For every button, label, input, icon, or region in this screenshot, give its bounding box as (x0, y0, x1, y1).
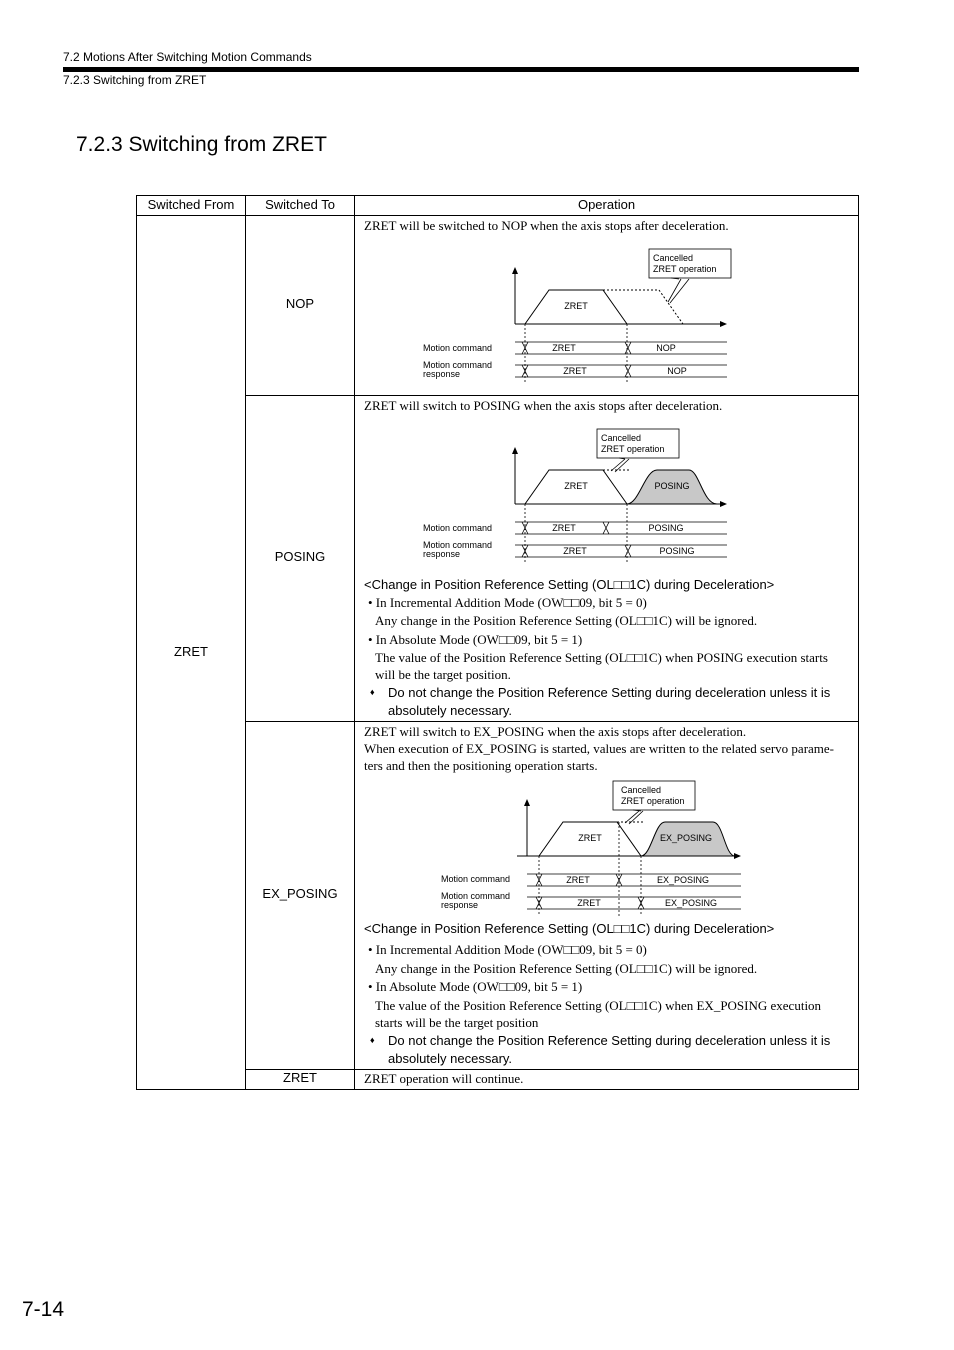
page-title: 7.2.3 Switching from ZRET (76, 133, 327, 156)
nop-resp-label-2: response (423, 369, 461, 379)
ex-posing-cmd-label: Motion command (441, 874, 511, 884)
posing-callout-line2: ZRET operation (601, 444, 665, 454)
nop-cmd-value-2: NOP (656, 343, 676, 353)
posing-cmd-label: Motion command (423, 523, 493, 533)
posing-note-bullet: ♦ (370, 687, 375, 697)
posing-resp-value-2: POSING (659, 546, 695, 556)
ex-posing-note-2: absolutely necessary. (388, 1051, 513, 1066)
posing-shape2-label: POSING (654, 481, 690, 491)
posing-callout-line1: Cancelled (601, 433, 642, 443)
running-header-subsection: 7.2.3 Switching from ZRET (63, 73, 207, 87)
ex-posing-change-heading: <Change in Position Reference Setting (OL□□1C) during Deceleration> (364, 921, 775, 936)
ex-posing-cmd-value-1: ZRET (566, 875, 590, 885)
ex-posing-cmd-value-2: EX_POSING (656, 875, 710, 885)
ex-posing-inc-mode: • In Incremental Addition Mode (OW□□09, bit 5 = 0) (368, 942, 647, 957)
page-number: 7-14 (22, 1298, 65, 1321)
nop-callout-line2: ZRET operation (653, 264, 717, 274)
posing-resp-label-1: Motion command (423, 540, 493, 550)
switched-to-zret: ZRET (283, 1070, 317, 1085)
ex-posing-abs-text-2: starts will be the target position (375, 1015, 539, 1030)
table-divider (137, 215, 858, 216)
posing-change-heading: <Change in Position Reference Setting (OL□□1C) during Deceleration> (364, 577, 775, 592)
posing-cmd-value-2: POSING (648, 523, 684, 533)
ex-posing-note-1: Do not change the Position Reference Setting during deceleration unless it is (388, 1033, 831, 1048)
switched-to-ex-posing: EX_POSING (262, 886, 338, 901)
ex-posing-inc-text: Any change in the Position Reference Setting (OL□□1C) will be ignored. (375, 961, 758, 976)
posing-description: ZRET will switch to POSING when the axis stops after deceleration. (364, 398, 723, 413)
table-divider (245, 196, 246, 1089)
ex-posing-description-1: ZRET will switch to EX_POSING when the axis stops after deceleration. (364, 724, 747, 739)
nop-cmd-value-1: ZRET (552, 343, 576, 353)
posing-resp-label-2: response (423, 549, 461, 559)
nop-resp-value-1: ZRET (563, 366, 587, 376)
posing-timing-diagram (405, 424, 735, 574)
nop-cmd-label: Motion command (423, 343, 493, 353)
ex-posing-description-3: ters and then the positioning operation starts. (364, 758, 598, 773)
ex-posing-resp-value-1: ZRET (577, 898, 601, 908)
posing-resp-value-1: ZRET (563, 546, 587, 556)
ex-posing-shape-label: ZRET (578, 833, 602, 843)
nop-callout-line1: Cancelled (653, 253, 694, 263)
posing-abs-text-1: The value of the Position Reference Setting (OL□□1C) when POSING execution starts (375, 650, 828, 665)
table-divider (245, 395, 858, 396)
ex-posing-description-2: When execution of EX_POSING is started, values are written to the related servo parame- (364, 741, 835, 756)
nop-shape-label: ZRET (564, 301, 588, 311)
posing-abs-text-2: will be the target position. (375, 667, 511, 682)
ex-posing-callout-line1: Cancelled (621, 785, 662, 795)
posing-note-1: Do not change the Position Reference Setting during deceleration unless it is (388, 685, 831, 700)
nop-timing-diagram (405, 244, 735, 394)
ex-posing-shape2-label: EX_POSING (659, 833, 713, 843)
ex-posing-abs-text-1: The value of the Position Reference Setting (OL□□1C) when EX_POSING execution (375, 998, 822, 1013)
ex-posing-abs-mode: • In Absolute Mode (OW□□09, bit 5 = 1) (368, 979, 583, 994)
posing-shape-label: ZRET (564, 481, 588, 491)
ex-posing-timing-diagram (423, 776, 753, 926)
switched-to-posing: POSING (274, 549, 326, 564)
switched-from-value: ZRET (174, 644, 208, 659)
column-header: Switched To (265, 197, 335, 212)
table-divider (354, 196, 355, 1089)
column-header: Switched From (147, 197, 235, 212)
nop-resp-label-1: Motion command (423, 360, 493, 370)
posing-cmd-value-1: ZRET (552, 523, 576, 533)
posing-note-2: absolutely necessary. (388, 703, 513, 718)
table-divider (245, 721, 858, 722)
running-header-section: 7.2 Motions After Switching Motion Commands (63, 50, 312, 64)
zret-description: ZRET operation will continue. (364, 1071, 524, 1086)
posing-inc-mode: • In Incremental Addition Mode (OW□□09, bit 5 = 0) (368, 595, 647, 610)
posing-inc-text: Any change in the Position Reference Setting (OL□□1C) will be ignored. (375, 613, 758, 628)
header-rule (63, 67, 859, 72)
nop-resp-value-2: NOP (667, 366, 687, 376)
column-header: Operation (577, 197, 636, 212)
nop-description: ZRET will be switched to NOP when the axis stops after deceleration. (364, 218, 729, 233)
posing-abs-mode: • In Absolute Mode (OW□□09, bit 5 = 1) (368, 632, 583, 647)
ex-posing-note-bullet: ♦ (370, 1035, 375, 1045)
switched-to-nop: NOP (285, 296, 315, 311)
ex-posing-resp-label-1: Motion command (441, 891, 511, 901)
ex-posing-resp-value-2: EX_POSING (664, 898, 718, 908)
switching-table (136, 195, 859, 1090)
ex-posing-resp-label-2: response (441, 900, 479, 910)
ex-posing-callout-line2: ZRET operation (621, 796, 685, 806)
